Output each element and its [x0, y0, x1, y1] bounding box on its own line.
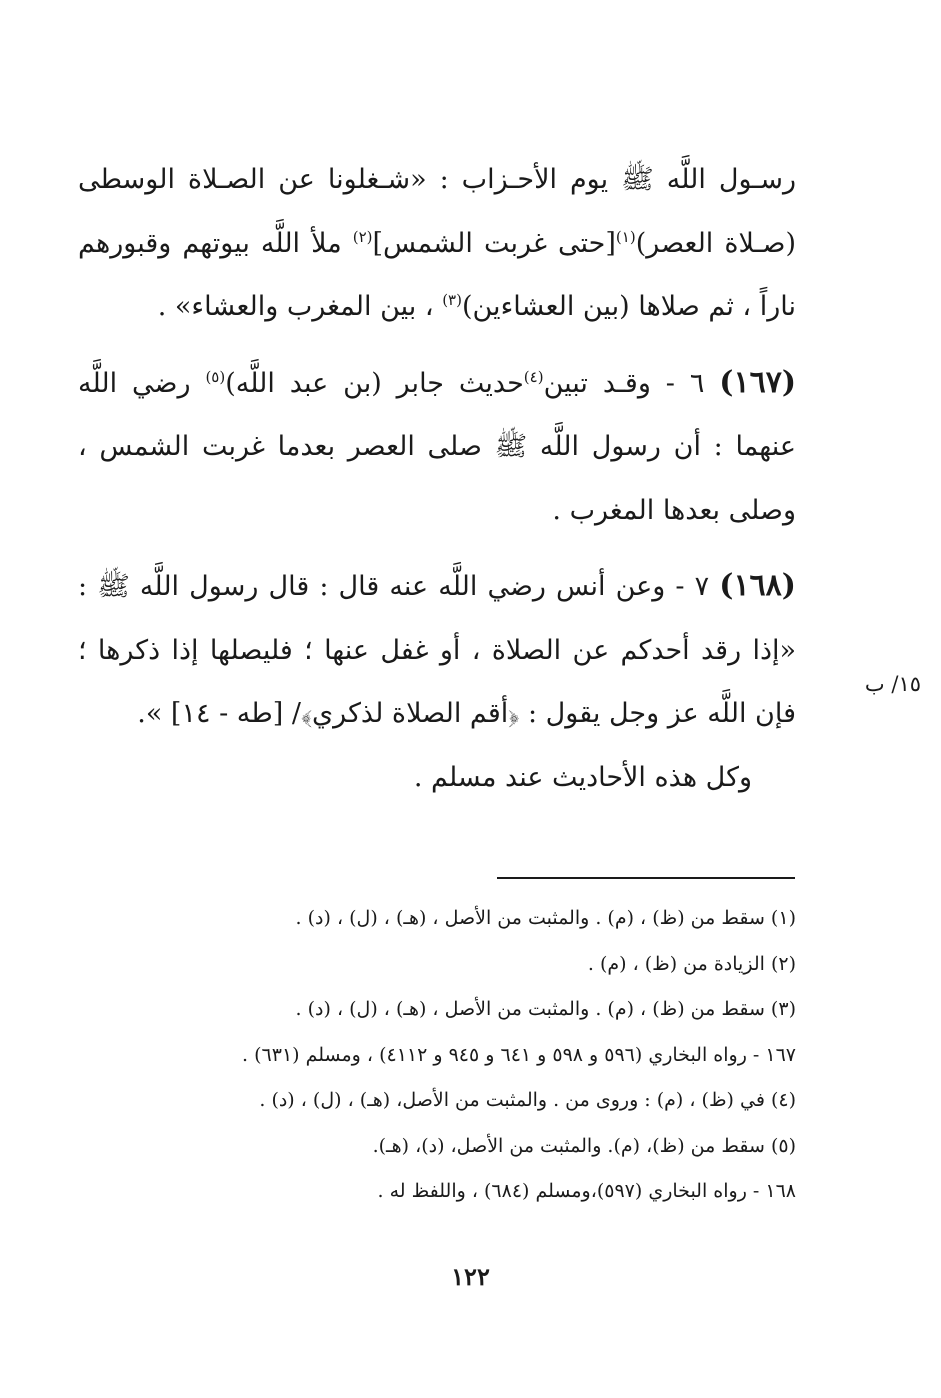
footnote-2: (٢) الزيادة من (ظ) ، (م) . — [587, 952, 796, 975]
paragraph-2 — [78, 351, 796, 543]
hadith-number-167: (١٦٧) — [719, 364, 797, 400]
para2-text-a: ٦ - وقـد تبين — [543, 367, 720, 399]
footnote-hadith-167: ١٦٧ - رواه البخاري (٥٩٦ و ٥٩٨ و ٦٤١ و ٩٤٥ و ٤١١٢) ، ومسلم (٦٣١) . — [242, 1043, 796, 1066]
footnote-4: (٤) في (ظ) ، (م) : وروى من . والمثبت من الأصل، (هـ) ، (ل) ، (د) . — [259, 1089, 796, 1111]
para1-line2-b: [حتى غربت الشمس] — [372, 227, 616, 259]
para1-line2-c: ملأ اللَّه بيوتهم وقبورهم ناراً ، ثم — [78, 227, 796, 322]
para3-text: ٧ - وعن أنس رضي اللَّه عنه قال : قال رسول اللَّه ﷺ : «إذا رقد أحدكم عن الصلاة ، أو غفل عنها ؛ فليصلها إذا ذكرها ؛ فإن اللَّه عز وجل يقول : ﴿أقم الصلاة لذكري﴾/ [طه - ١٤] ». — [78, 571, 796, 729]
para1-line1: رسـول اللَّه ﷺ يوم الأحـزاب : «شـغلونا عن الصـلاة الوسطى (صـلاة — [78, 164, 796, 259]
footnote-ref-4[interactable]: (٤) — [523, 367, 544, 386]
footnote-divider — [497, 877, 795, 879]
footnote-hadith-168: ١٦٨ - رواه البخاري (٥٩٧)،ومسلم (٦٨٤) ، واللفظ له . — [377, 1180, 796, 1202]
footnote-5: (٥) سقط من (ظ)، (م). والمثبت من الأصل، (د)، (هـ). — [372, 1134, 796, 1157]
paragraph-3 — [78, 554, 796, 746]
para1-line2-a: العصر) — [635, 227, 714, 259]
footnotes — [120, 896, 796, 1215]
paragraph-1 — [78, 148, 796, 339]
closing-line: وكل هذه الأحاديث عند مسلم . — [413, 761, 752, 793]
footnote-ref-1[interactable]: (١) — [615, 227, 636, 246]
footnote-ref-3[interactable]: (٣) — [442, 291, 462, 309]
para1-line3-b: ، بين المغرب والعشاء» . — [157, 291, 443, 322]
footnote-1: (١) سقط من (ظ) ، (م) . والمثبت من الأصل ، (هـ) ، (ل) ، (د) . — [295, 907, 796, 929]
para2-text-b: حديث جابر (بن عبد اللَّه) — [225, 367, 524, 399]
footnote-ref-5[interactable]: (٥) — [205, 367, 226, 386]
page-number: ١٢٢ — [451, 1262, 490, 1291]
main-text — [78, 148, 796, 809]
footnote-ref-2[interactable]: (٢) — [352, 227, 373, 246]
footnote-3: (٣) سقط من (ظ) ، (م) . والمثبت من الأصل ، (هـ) ، (ل) ، (د) . — [295, 998, 796, 1020]
para1-line3-a: صلاها (بين العشاءين) — [461, 291, 700, 322]
para2-text-c: رضي اللَّه عنهما : أن رسول اللَّه ﷺ صلى العصر بعدما غربت الشمس ، وصلى بعدها المغرب . — [78, 367, 796, 526]
manuscript-folio-note: ١٥/ ب — [864, 672, 921, 696]
hadith-number-168: (١٦٨) — [719, 568, 796, 603]
